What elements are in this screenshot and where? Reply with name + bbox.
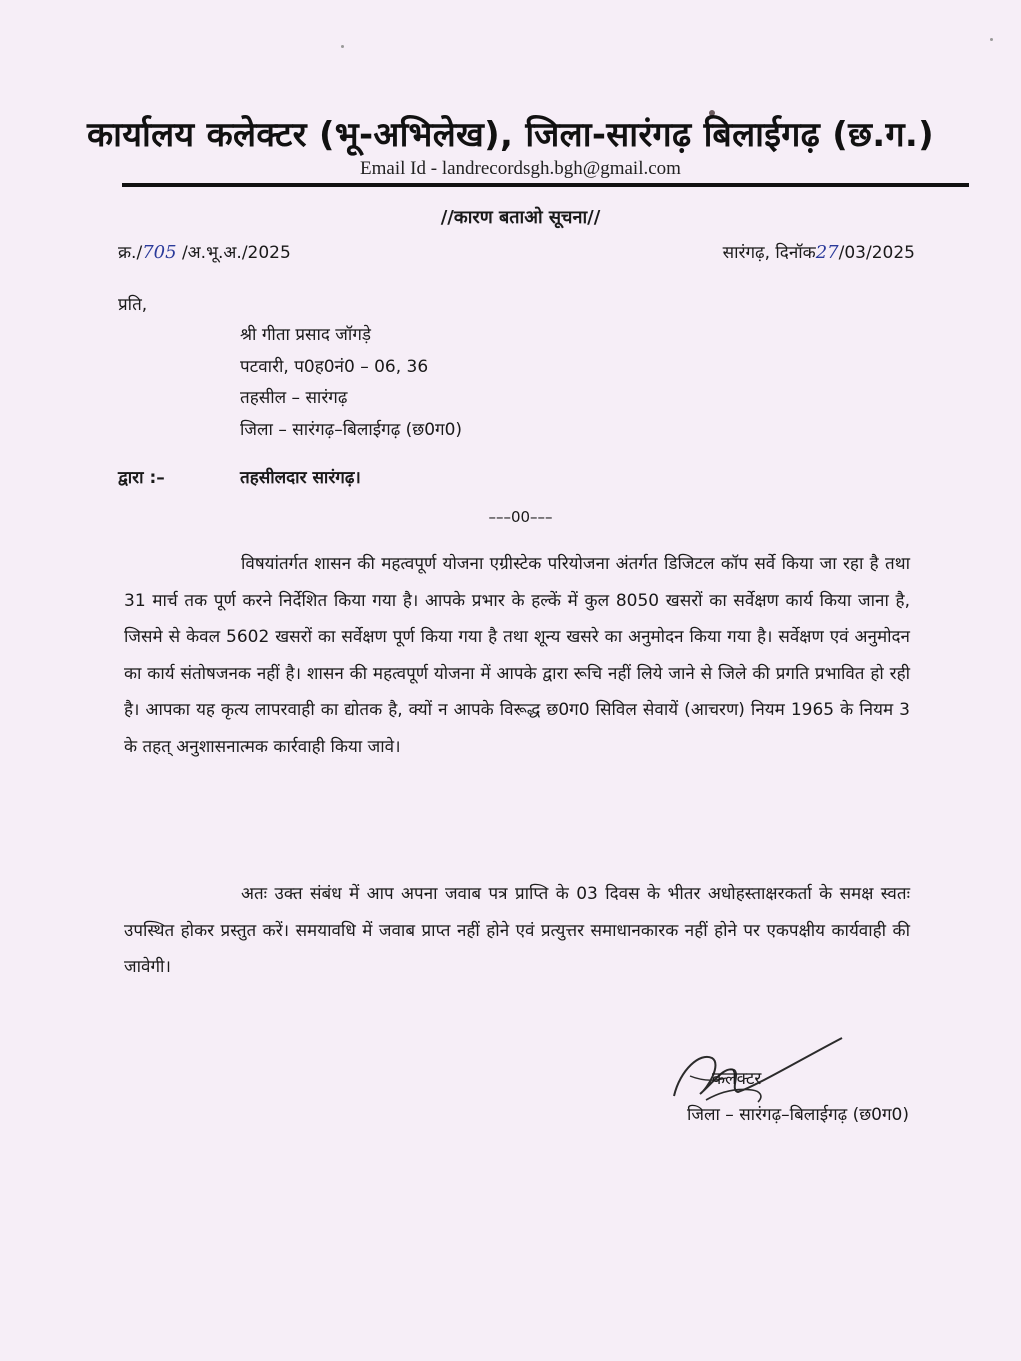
section-separator: –––00––– xyxy=(488,508,553,526)
letter-date xyxy=(723,240,915,263)
reference-handwritten-number: 705 xyxy=(142,242,177,263)
body-paragraph-2: अतः उक्त संबंध में आप अपना जवाब पत्र प्राप्ति के 03 दिवस के भीतर अधोहस्ताक्षरकर्ता के समक्ष स्वतः उपस्थित होकर प्रस्तुत करें। समयावधि में जवाब प्राप्त नहीं होने एवं प्रत्युत्तर समाधानकारक नहीं होने पर एकपक्षीय कार्यवाही की जावेगी। xyxy=(124,884,910,977)
date-prefix: सारंगढ़, दिनॉक xyxy=(722,243,816,263)
reference-prefix: क्र./ xyxy=(118,243,143,263)
reference-number xyxy=(118,240,291,263)
recipient-name: श्री गीता प्रसाद जॉगड़े xyxy=(240,325,371,345)
signatory-district: जिला – सारंगढ़–बिलाईगढ़ (छ0ग0) xyxy=(686,1105,909,1125)
reference-suffix: /अ.भू.अ./2025 xyxy=(181,243,291,263)
notice-title: //कारण बताओ सूचना// xyxy=(440,207,601,228)
recipient-district: जिला – सारंगढ़–बिलाईगढ़ (छ0ग0) xyxy=(240,419,463,440)
scan-speck xyxy=(341,45,344,48)
date-suffix: /03/2025 xyxy=(838,243,915,263)
header-divider xyxy=(122,183,969,187)
recipient-tehsil: तहसील – सारंगढ़ xyxy=(240,388,348,408)
office-email: Email Id - landrecordsgh.bgh@gmail.com xyxy=(360,158,681,179)
recipient-designation: पटवारी, प0ह0नं0 – 06, 36 xyxy=(240,356,429,377)
scan-speck xyxy=(990,38,993,41)
salutation: प्रति, xyxy=(118,295,148,315)
signatory-title: कलेक्टर xyxy=(712,1069,762,1089)
through-label: द्वारा :– xyxy=(118,468,165,488)
body-paragraph-1: विषयांतर्गत शासन की महत्वपूर्ण योजना एग्रीस्टेक परियोजना अंतर्गत डिजिटल कॉप सर्वे किया जा रहा है तथा 31 मार्च तक पूर्ण करने निर्देशित किया गया है। आपके प्रभार के हल्कें में कुल 8050 खसरों का सर्वेक्षण कार्य किया जाना है, जिसमे से केवल 5602 खसरों का सर्वेक्षण पूर्ण किया गया है तथा शून्य खसरे का अनुमोदन किया गया है। सर्वेक्षण एवं अनुमोदन का कार्य संतोषजनक नहीं है। शासन की महत्वपूर्ण योजना में आपके द्वारा रूचि नहीं लिये जाने से जिले की प्रगति प्रभावित हो रही है। आपका यह कृत्य लापरवाही का द्योतक है, क्यों न आपके विरूद्ध छ0ग0 सिविल सेवायें (आचरण) नियम 1965 के नियम 3 के तहत् अनुशासनात्मक कार्रवाही किया जावे। xyxy=(124,554,910,757)
through-value: तहसीलदार सारंगढ़। xyxy=(240,468,361,488)
date-handwritten-day: 27 xyxy=(815,242,839,263)
office-title: कार्यालय कलेक्टर (भू-अभिलेख), जिला-सारंगढ़ बिलाईगढ़ (छ.ग.) xyxy=(87,115,934,155)
recipient-address xyxy=(240,320,462,446)
